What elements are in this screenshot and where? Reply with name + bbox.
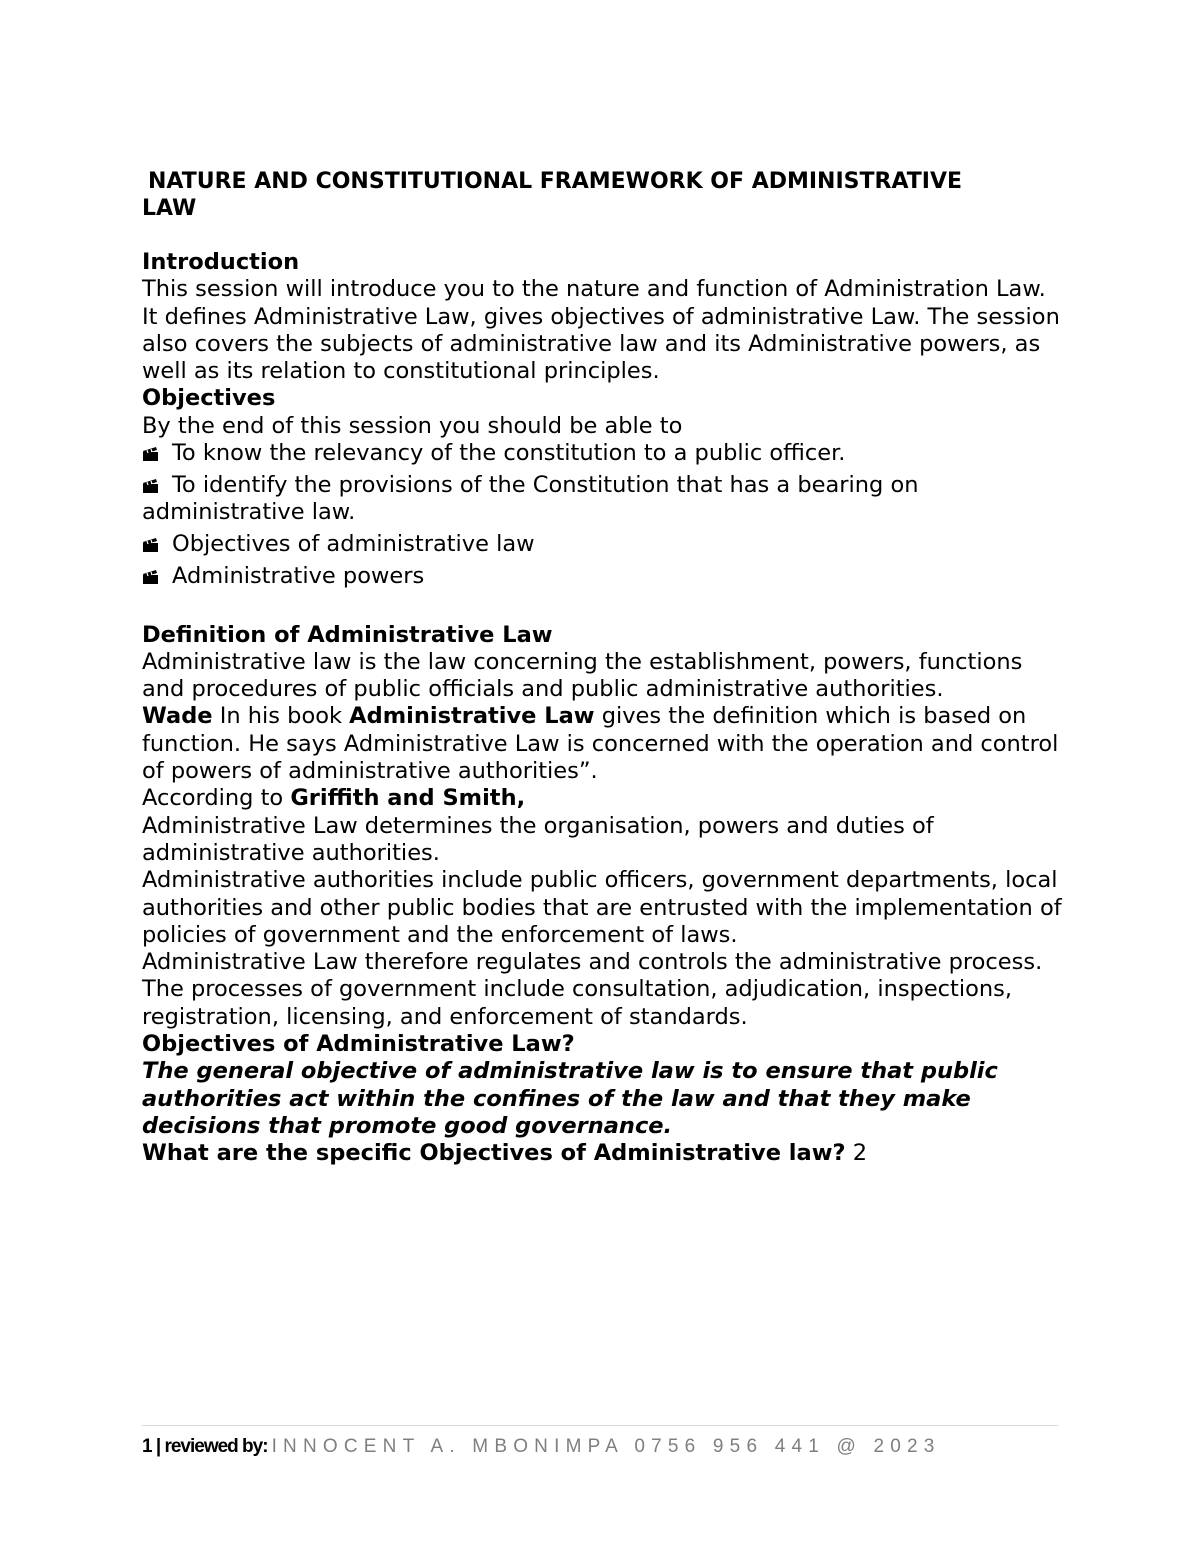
section-spacer — [142, 595, 1062, 622]
objective-item-text: Administrative powers — [172, 562, 425, 589]
objective-item-text: To identify the provisions of the Constitution that has a bearing on — [172, 471, 919, 498]
page-number: 1 — [142, 1436, 152, 1457]
wade-book-title: Administrative Law — [349, 703, 595, 730]
clapperboard-icon — [142, 537, 172, 553]
footer-text — [142, 1436, 941, 1458]
specific-objectives-question: What are the specific Objectives of Administrative law? — [142, 1140, 846, 1167]
objective-item-text: To know the relevancy of the constitution to a public officer. — [172, 440, 846, 467]
authorities-paragraph: Administrative authorities include public officers, government departments, local authorities and other public bodies that are entrusted with the implementation of policies of government and the enforcement of laws. — [142, 867, 1062, 948]
regulates-paragraph: Administrative Law therefore regulates and controls the administrative process. The processes of government include consultation, adjudication, inspections, registration, licensing, and enforcement of standards. — [142, 949, 1043, 1030]
objectives-intro: By the end of this session you should be able to — [142, 412, 683, 439]
wade-rest-text: gives the definition which is based on function. He says Administrative Law is concerned with the operation and control of powers of administrative authorities”. — [142, 703, 1059, 785]
objective-item — [142, 531, 1062, 558]
definition-paragraph: Administrative law is the law concerning the establishment, powers, functions and procedures of public officials and public administrative authorities. — [142, 648, 1023, 703]
objective-item-text-continued: administrative law. — [142, 499, 356, 526]
griffith-name: Griffith and Smith, — [290, 785, 526, 812]
document-title — [142, 168, 1062, 222]
griffith-prefix: According to — [142, 785, 291, 812]
griffith-paragraph: Administrative Law determines the organisation, powers and duties of administrative authorities. — [142, 812, 934, 866]
wade-mid-text: In his book — [212, 703, 350, 730]
footer-author: INNOCENT A. MBONIMPA 0756 956 441 @ 2023 — [271, 1436, 941, 1457]
objective-item — [142, 472, 1062, 527]
definition-heading: Definition of Administrative Law — [142, 621, 553, 648]
general-objective: The general objective of administrative law is to ensure that public authorities act within the confines of the law and that they make decisions that promote good governance. — [142, 1058, 998, 1139]
objective-item — [142, 563, 1062, 590]
wade-paragraph — [142, 703, 1062, 785]
page-footer — [142, 1425, 1058, 1457]
introduction-body: This session will introduce you to the nature and function of Administration Law. It defines Administrative Law, gives objectives of administrative Law. The session also covers the subjects of administrative law and its Administrative powers, as well as its relation to constitutional principles. — [142, 276, 1060, 385]
specific-objectives-line — [142, 1140, 1062, 1167]
document-page — [142, 168, 1062, 1168]
title-line-2: LAW — [142, 196, 197, 221]
objective-item-text: Objectives of administrative law — [172, 530, 535, 557]
reviewed-label: reviewed by: — [164, 1436, 268, 1457]
specific-objectives-suffix: 2 — [845, 1140, 868, 1167]
objectives-heading: Objectives — [142, 385, 276, 412]
title-line-1: NATURE AND CONSTITUTIONAL FRAMEWORK OF ADMINISTRATIVE — [148, 169, 963, 194]
footer-separator: | — [151, 1436, 165, 1457]
objective-item — [142, 440, 1062, 467]
clapperboard-icon — [142, 569, 172, 585]
clapperboard-icon — [142, 478, 172, 494]
clapperboard-icon — [142, 446, 172, 462]
wade-name: Wade — [142, 703, 213, 730]
griffith-line — [142, 785, 1062, 812]
footer-prefix — [142, 1436, 268, 1457]
introduction-heading: Introduction — [142, 249, 300, 275]
objectives-admin-heading: Objectives of Administrative Law? — [142, 1031, 575, 1058]
